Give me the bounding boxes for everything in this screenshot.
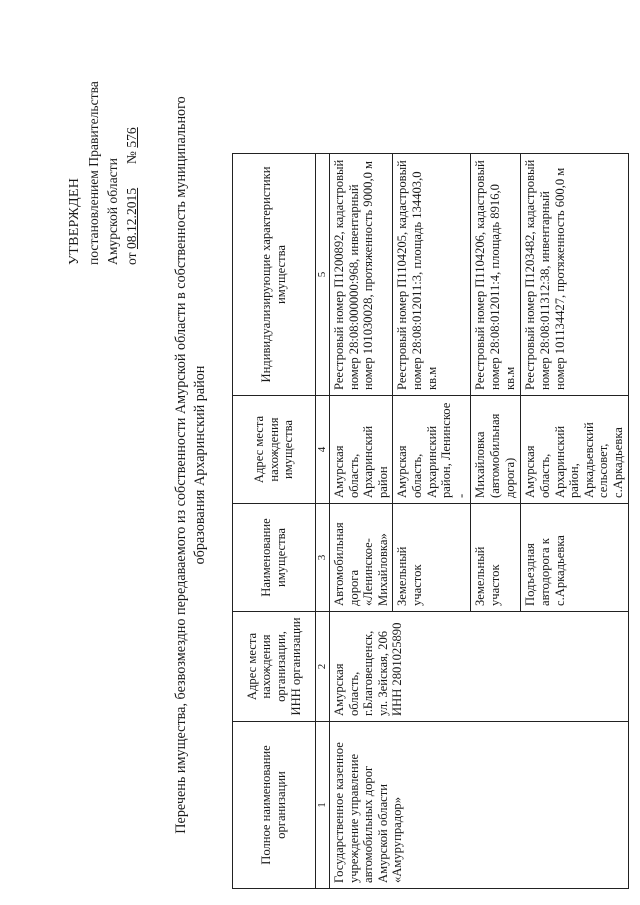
approval-date-line (122, 81, 141, 265)
approval-line-2: Амурской области (105, 158, 120, 265)
property-name-cell: Подъездная автодорога к с.Аркадьевка (521, 504, 628, 612)
organization-address-cell: Амурская область, г.Благовещенск, ул. Зейская, 206 ИНН 2801025890 (330, 612, 629, 722)
column-number: 5 (316, 154, 330, 396)
property-address-cell: Амурская область, Архаринский район, Ленинское - (393, 396, 471, 504)
property-details-cell: Реестровый номер П1104205, кадастровый номер 28:08:012011:3, площадь 134403,0 кв.м (393, 154, 471, 396)
property-name-cell: Автомобильная дорога «Ленинское-Михайловка» (330, 504, 393, 612)
property-address-cell: Михайловка (автомобильная дорога) (471, 396, 521, 504)
table-number-row (316, 154, 330, 889)
property-name-cell: Земельный участок (393, 504, 471, 612)
property-details-cell: Реестровый номер П1200892, кадастровый номер 28:08:000000:968, инвентарный номер 101030028, протяженность 9000,0 м (330, 154, 393, 396)
property-address-cell: Амурская область, Архаринский район, Аркадьевский сельсовет, с.Аркадьевка (521, 396, 628, 504)
document-heading (172, 85, 210, 845)
property-table (232, 153, 629, 889)
document-heading-line-2: образования Архаринский район (192, 365, 208, 565)
column-number: 3 (316, 504, 330, 612)
approval-date-prefix: от (124, 252, 139, 265)
column-number: 1 (316, 722, 330, 889)
approval-title: УТВЕРЖДЕН (67, 177, 82, 265)
document-heading-line-1: Перечень имущества, безвозмездно передаваемого из собственности Амурской области в собственность муниципального (173, 96, 189, 834)
header-property-details: Индивидуализирующие характеристики имущества (233, 154, 316, 396)
header-property-name: Наименование имущества (233, 504, 316, 612)
approval-date: 08.12.2015 (124, 187, 139, 250)
header-organization-address: Адрес места нахождения организации, ИНН организации (233, 612, 316, 722)
approval-stamp (65, 81, 141, 265)
property-name-cell: Земельный участок (471, 504, 521, 612)
organization-name-cell: Государственное казенное учреждение управление автомобильных дорог Амурской области «Амурупрадор» (330, 722, 629, 889)
approval-number-sign: № (124, 151, 139, 165)
approval-number: 576 (124, 127, 139, 148)
header-property-address: Адрес места нахождения имущества (233, 396, 316, 504)
property-address-cell: Амурская область, Архаринский район (330, 396, 393, 504)
table-row (330, 154, 393, 889)
table-header-row (233, 154, 316, 889)
column-number: 4 (316, 396, 330, 504)
property-details-cell: Реестровый номер П1104206, кадастровый номер 28:08:012011:4, площадь 8916,0 кв.м (471, 154, 521, 396)
approval-line-1: постановлением Правительства (86, 81, 101, 265)
property-details-cell: Реестровый номер П1203482, кадастровый номер 28:08:011312:38, инвентарный номер 101134427, протяженность 600,0 м (521, 154, 628, 396)
header-organization-name: Полное наименование организации (233, 722, 316, 889)
column-number: 2 (316, 612, 330, 722)
